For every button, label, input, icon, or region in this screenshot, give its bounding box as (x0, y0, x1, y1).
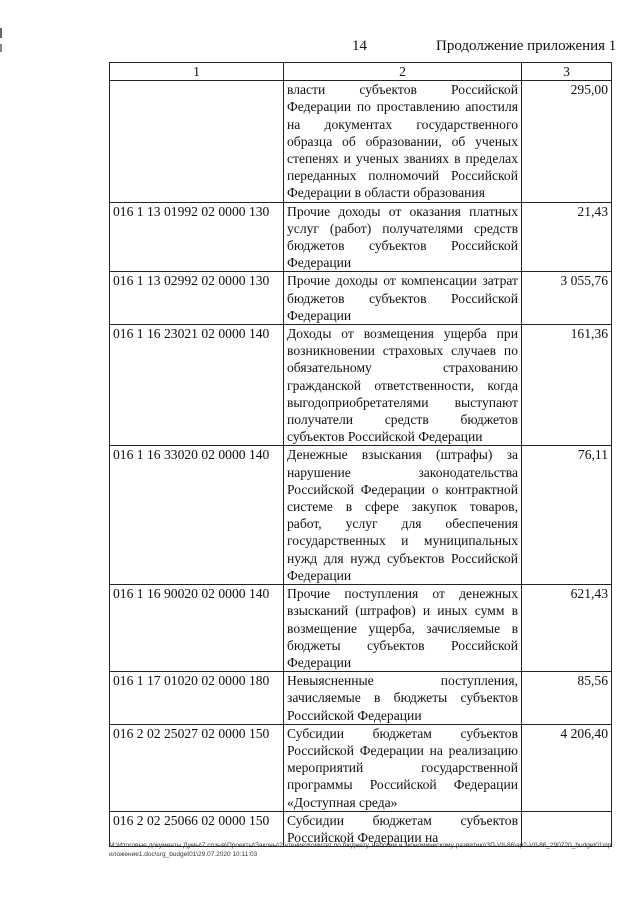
row-code: 016 1 17 01020 02 0000 180 (110, 672, 284, 725)
row-name: власти субъектов Российской Федерации по проставлению апостиля на документах государственного образца об образовании, об ученых степенях и ученых званиях в пределах переданных полномочий Российской Федерации в области образования (284, 81, 522, 202)
row-code: 016 1 16 90020 02 0000 140 (110, 585, 284, 672)
row-name: Денежные взыскания (штрафы) за нарушение законодательства Российской Федерации о контрактной системе в сфере закупок товаров, работ, услуг для обеспечения государственных и муниципальных нужд для нужд субъектов Российской Федерации (284, 446, 522, 585)
row-value: 161,36 (522, 325, 612, 446)
row-value: 4 206,40 (522, 724, 612, 811)
row-value: 295,00 (522, 81, 612, 202)
row-code: 016 1 16 23021 02 0000 140 (110, 325, 284, 446)
row-code: 016 1 13 02992 02 0000 130 (110, 272, 284, 325)
row-name: Прочие поступления от денежных взысканий (штрафов) и иных сумм в возмещение ущерба, зачисляемые в бюджеты субъектов Российской Федерации (284, 585, 522, 672)
table-row (110, 446, 612, 585)
table-row (110, 672, 612, 725)
continuation-note: Продолжение приложения 1 (436, 38, 617, 54)
revenue-table (109, 62, 612, 847)
column-number-2: 2 (284, 63, 522, 81)
row-name: Прочие доходы от оказания платных услуг (работ) получателями средств бюджетов субъектов Российской Федерации (284, 202, 522, 272)
row-code (110, 81, 284, 202)
row-name: Доходы от возмещения ущерба при возникновении страховых случаев по обязательному страхованию гражданской ответственности, когда выгодоприобретателями выступают получатели средств бюджетов субъектов Российской Федерации (284, 325, 522, 446)
page-number: 14 (352, 38, 367, 54)
row-name: Невыясненные поступления, зачисляемые в бюджеты субъектов Российской Федерации (284, 672, 522, 725)
column-number-1: 1 (110, 63, 284, 81)
row-code: 016 2 02 25066 02 0000 150 (110, 811, 284, 846)
table-row (110, 202, 612, 272)
row-value: 76,11 (522, 446, 612, 585)
row-name: Прочие доходы от компенсации затрат бюджетов субъектов Российской Федерации (284, 272, 522, 325)
file-path-footer: M:\Итоговые документы Думы\7 созыв\Проекты\Законы\2 чтение\Комитет по бюджету, налогам и экономическому развитию\ЗП-VII-86\ap2-VII-86_290720_budget01\приложение1.doc\srg_budget01\29.07.2020 10:11:03 (109, 842, 612, 858)
table-row (110, 585, 612, 672)
table-header-row (110, 63, 612, 81)
table-row (110, 325, 612, 446)
scan-edge-mark (0, 44, 2, 52)
row-value: 621,43 (522, 585, 612, 672)
row-name: Субсидии бюджетам субъектов Российской Федерации на реализацию мероприятий государственной программы Российской Федерации «Доступная среда» (284, 724, 522, 811)
row-name: Субсидии бюджетам субъектов Российской Федерации на (284, 811, 522, 846)
column-number-3: 3 (522, 63, 612, 81)
scan-edge-mark (0, 28, 2, 38)
row-value: 85,56 (522, 672, 612, 725)
row-value: 3 055,76 (522, 272, 612, 325)
table-row (110, 81, 612, 202)
row-code: 016 1 13 01992 02 0000 130 (110, 202, 284, 272)
row-code: 016 2 02 25027 02 0000 150 (110, 724, 284, 811)
row-code: 016 1 16 33020 02 0000 140 (110, 446, 284, 585)
row-value: 21,43 (522, 202, 612, 272)
table-row (110, 272, 612, 325)
table-row (110, 724, 612, 811)
